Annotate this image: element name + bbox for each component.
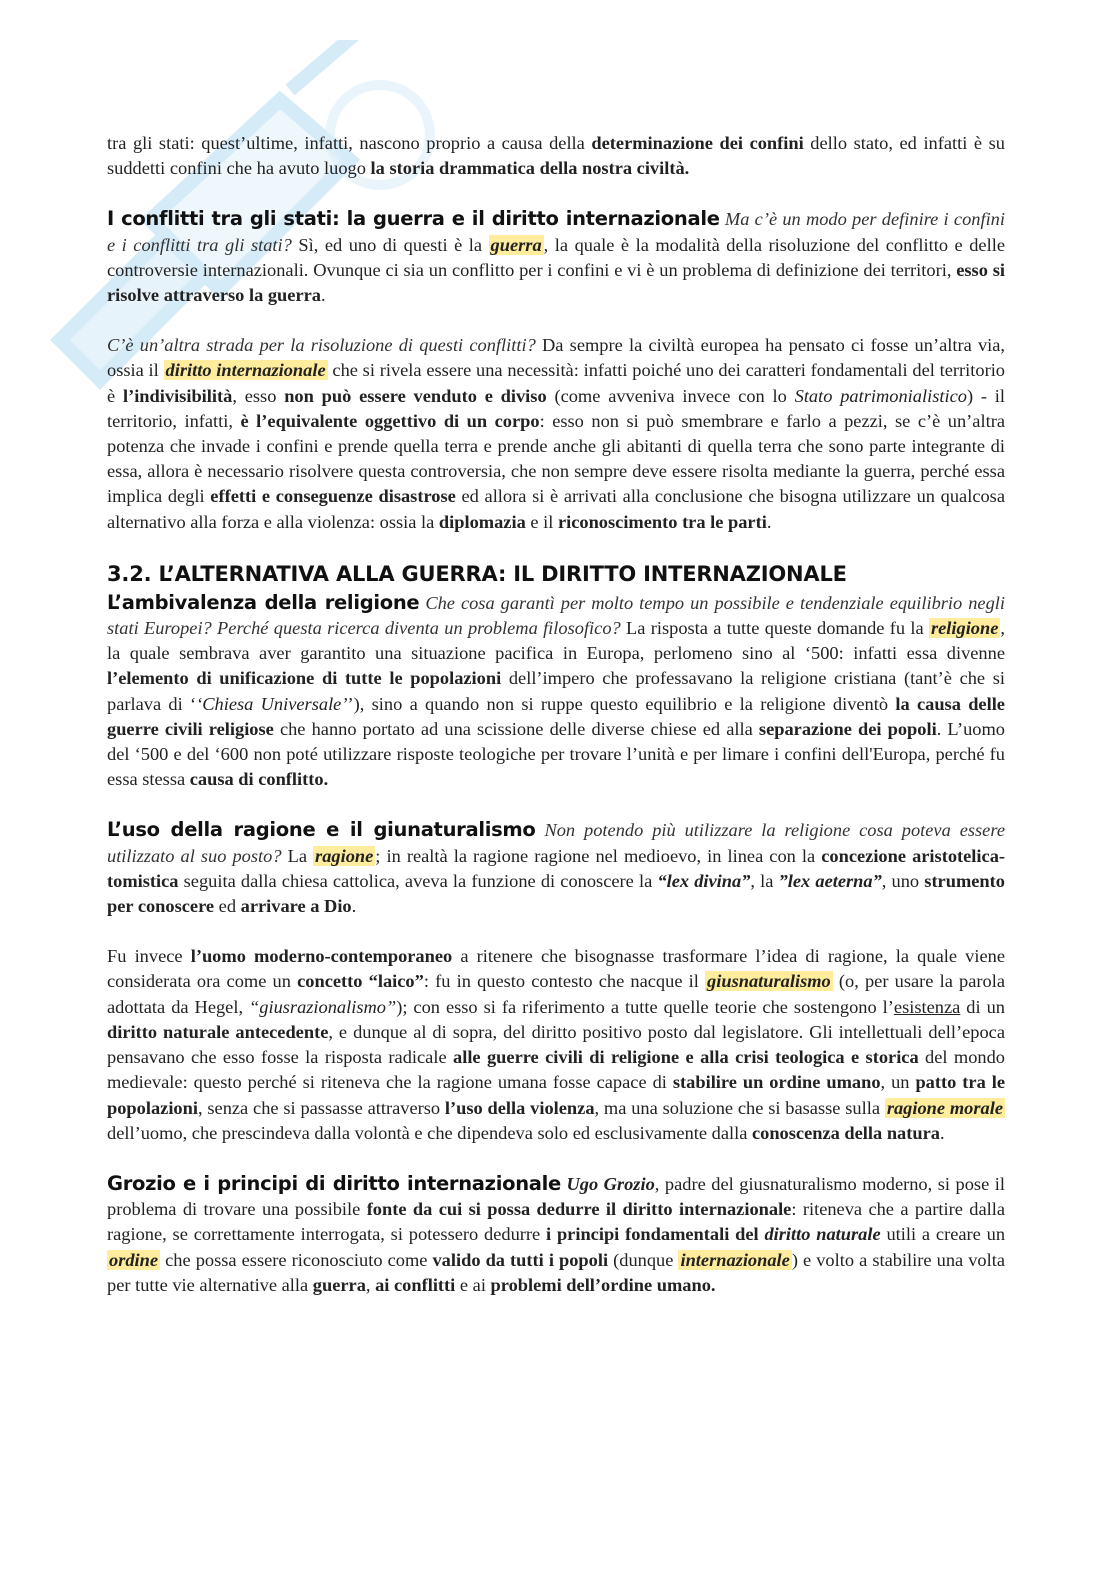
bold-text: alle guerre civili di religione e alla crisi teologica e storica — [453, 1047, 919, 1068]
bold-text: l’uso della violenza — [444, 1097, 595, 1118]
bold-text: problemi dell’ordine umano. — [490, 1274, 716, 1295]
text: , — [365, 1274, 376, 1295]
italic-text: ‘Chiesa Universale’ — [196, 693, 348, 714]
bold-text: strumento per conoscere — [107, 870, 1005, 917]
bold-text: la storia drammatica della nostra civiltà. — [370, 158, 690, 179]
paragraph-other-way — [107, 333, 1005, 535]
bold-text: i principi fondamentali del — [546, 1224, 765, 1245]
text: del mondo medievale: questo perché si riteneva che la ragione umana fosse capace di — [107, 1047, 1006, 1093]
bold-text: diplomazia — [438, 511, 526, 532]
text: (come avveniva invece con lo — [546, 385, 795, 406]
text: . L’uomo del ‘500 e del ‘600 non poté utilizzare risposte teologiche per trovare l’unità e per limare i confini dell'Europa, perché fu essa stessa — [107, 718, 1005, 790]
highlight-internazionale: internazionale — [680, 1249, 790, 1270]
text: : esso non si può smembrare e farlo a pezzi, se c’è un’altra potenza che invade i confini e prende quella terra e prende anche gli abitanti di quella terra che sono parte integrante di essa, allora è necessario risolvere questa controversia, che non sempre deve essere risolta mediante la guerra, perché essa implica degli — [107, 410, 1005, 507]
text: , senza che si passasse attraverso — [197, 1097, 445, 1118]
bold-text: separazione dei popoli — [758, 718, 937, 739]
bold-text: conoscenza della natura — [751, 1122, 940, 1143]
paragraph-giusnaturalismo — [107, 944, 1005, 1146]
highlight-religione: religione — [930, 618, 999, 639]
text: , ma una soluzione che si basasse sulla — [594, 1097, 885, 1118]
text: La — [281, 845, 314, 866]
text: che hanno portato ad una scissione delle diverse chiese ed alla — [273, 718, 759, 739]
highlight-ragione-morale: ragione morale — [886, 1097, 1003, 1118]
text: Da sempre la civiltà europea ha pensato ci fosse un’altra via, ossia il — [107, 335, 1006, 381]
bold-text: concetto “laico” — [297, 971, 424, 992]
text: Sì, ed uno di questi è la — [291, 234, 489, 255]
italic-text: “giusrazionalismo” — [249, 996, 397, 1017]
bold-text: esso si risolve attraverso la guerra — [107, 259, 1005, 306]
text: ); con esso si fa riferimento a tutte quelle teorie che sostengono l’ — [396, 996, 894, 1017]
underlined-text: esistenza — [893, 996, 961, 1017]
text: che si rivela essere una necessità: infatti poiché uno dei caratteri fondamentali del territorio è — [107, 360, 1005, 406]
bold-text: determinazione dei confini — [591, 133, 804, 153]
paragraph-reason — [107, 817, 1005, 919]
text: . — [939, 1122, 945, 1143]
text: . — [766, 511, 772, 532]
text: . — [320, 285, 326, 306]
text: La risposta a tutte queste domande fu la — [620, 618, 929, 639]
bold-text: concezione aristotelica-tomistica — [107, 845, 1006, 891]
document-body — [107, 131, 1005, 1323]
text: : fu in questo contesto che nacque il — [423, 971, 706, 992]
bold-italic-text: diritto naturale — [764, 1224, 881, 1245]
bold-text: riconoscimento tra le parti — [557, 511, 767, 532]
text: ) - il territorio, infatti, — [107, 385, 1006, 431]
bold-text: fonte da cui si possa dedurre il diritto internazionale — [366, 1199, 792, 1220]
heading-reason: L’uso della ragione e il giunaturalismo — [107, 818, 536, 842]
bold-text: arrivare a Dio — [240, 896, 352, 917]
text: ed allora si è arrivati alla conclusione che bisogna utilizzare un qualcosa alternativo alla forza e alla violenza: ossia la — [107, 486, 1006, 532]
bold-italic-text: ”lex aeterna” — [778, 870, 882, 891]
italic-text: Stato patrimonialistico — [794, 385, 967, 406]
bold-text: ai conflitti — [375, 1274, 456, 1295]
text: , la — [750, 870, 779, 891]
bold-text: la causa delle guerre civili religiose — [107, 693, 1005, 739]
highlight-ragione: ragione — [315, 845, 374, 866]
bold-text: non può essere venduto e diviso — [284, 385, 547, 406]
question-text: C’è un’altra strada per la risoluzione di questi conflitti? — [107, 335, 536, 356]
text: dell’uomo, che prescindeva dalla volontà e che dipendeva solo ed esclusivamente dalla — [107, 1122, 752, 1143]
text: (dunque — [608, 1249, 679, 1270]
text: : riteneva che a partire dalla ragione, se correttamente interrogata, si potessero dedurre — [107, 1199, 1006, 1245]
text: dello stato, ed infatti è su suddetti confini che ha avuto luogo — [107, 133, 1006, 179]
text: dell’impero che professavano la religione cristiana (tant’è che si parlava di ‘ — [107, 668, 1005, 714]
text: ; in realtà la ragione ragione nel medioevo, in linea con la — [375, 845, 822, 866]
text: che possa essere riconosciuto come — [160, 1249, 433, 1270]
text: , uno — [881, 870, 925, 891]
text: , la quale è la modalità della risoluzione del conflitto e delle controversie internazionali. Ovunque ci sia un conflitto per i confini e vi è un problema di definizione dei territori, — [107, 234, 1005, 280]
bold-text: l’indivisibilità — [122, 385, 233, 406]
paragraph-intro — [107, 131, 1005, 181]
bold-italic-text: “lex divina” — [657, 870, 751, 891]
text: , e dunque al di sopra, del diritto positivo posto dal legislatore. Gli intellettuali dell’epoca pensavano che esso fosse la risposta radicale — [107, 1021, 1005, 1068]
bold-text: l’uomo moderno-contemporaneo — [190, 946, 453, 967]
text: tra gli stati: quest’ultime, infatti, nascono proprio a causa della — [107, 133, 592, 153]
bold-text: l’elemento di unificazione di tutte le popolazioni — [107, 668, 502, 689]
text: utili a creare un — [880, 1224, 1006, 1245]
bold-text: patto tra le popolazioni — [107, 1072, 1006, 1118]
highlight-ordine: ordine — [109, 1249, 159, 1270]
highlight-diritto-internazionale: diritto internazionale — [165, 360, 326, 381]
text: ’), sino a quando non si ruppe questo equilibrio e la religione diventò — [347, 693, 896, 714]
question-text: Ma c’è un modo per definire i confini e i conflitti tra gli stati? — [107, 209, 1005, 255]
bold-text: è l’equivalente oggettivo di un corpo — [240, 410, 540, 431]
text: , padre del giusnaturalismo moderno, si pose il problema di trovare una possibile — [107, 1173, 1005, 1220]
highlight-giusnaturalismo: giusnaturalismo — [707, 971, 831, 992]
bold-text: diritto naturale antecedente — [107, 1021, 329, 1042]
text: . — [351, 896, 357, 917]
heading-religion: L’ambivalenza della religione — [107, 590, 420, 614]
bold-text: guerra — [312, 1274, 366, 1295]
paragraph-conflicts — [107, 206, 1005, 308]
question-text: Che cosa garantì per molto tempo un possibile e tendenziale equilibrio negli stati Europei? Perché questa ricerca diventa un problema filosofico? — [107, 592, 1005, 639]
bold-text: stabilire un ordine umano — [672, 1072, 881, 1093]
highlight-guerra: guerra — [490, 234, 542, 255]
paragraph-grozio — [107, 1171, 1005, 1298]
text: , un — [880, 1072, 916, 1093]
text: , esso — [232, 385, 285, 406]
text: ed — [214, 896, 241, 917]
text: e il — [525, 511, 558, 532]
bold-text: valido da tutti i popoli — [432, 1249, 609, 1270]
section-title: 3.2. L’ALTERNATIVA ALLA GUERRA: IL DIRITTO INTERNAZIONALE — [107, 561, 847, 586]
question-text: Non potendo più utilizzare la religione cosa poteva essere utilizzato al suo posto? — [107, 820, 1005, 866]
text: , la quale sembrava aver garantito una situazione pacifica in Europa, perlomeno sino al ‘500: infatti essa divenne — [107, 618, 1006, 664]
text: seguita dalla chiesa cattolica, aveva la funzione di conoscere la — [178, 870, 658, 891]
text: (o, per usare la parola adottata da Hegel, — [107, 971, 1006, 1017]
text: e ai — [455, 1274, 491, 1295]
text: di un — [960, 996, 1005, 1017]
text: a ritenere che bisognasse trasformare l’idea di ragione, la quale viene considerata ora come un — [107, 946, 1005, 992]
heading-conflicts: I conflitti tra gli stati: la guerra e il diritto internazionale — [107, 207, 720, 231]
text: Fu invece — [107, 946, 191, 967]
paragraph-religion — [107, 590, 1005, 793]
bold-italic-text: Ugo Grozio — [566, 1173, 655, 1194]
bold-text: effetti e conseguenze disastrose — [210, 486, 456, 507]
heading-grozio: Grozio e i principi di diritto internazionale — [107, 1171, 561, 1195]
bold-text: causa di conflitto. — [189, 769, 329, 790]
text: ) e volto a stabilire una volta per tutte vie alternative alla — [107, 1249, 1006, 1295]
